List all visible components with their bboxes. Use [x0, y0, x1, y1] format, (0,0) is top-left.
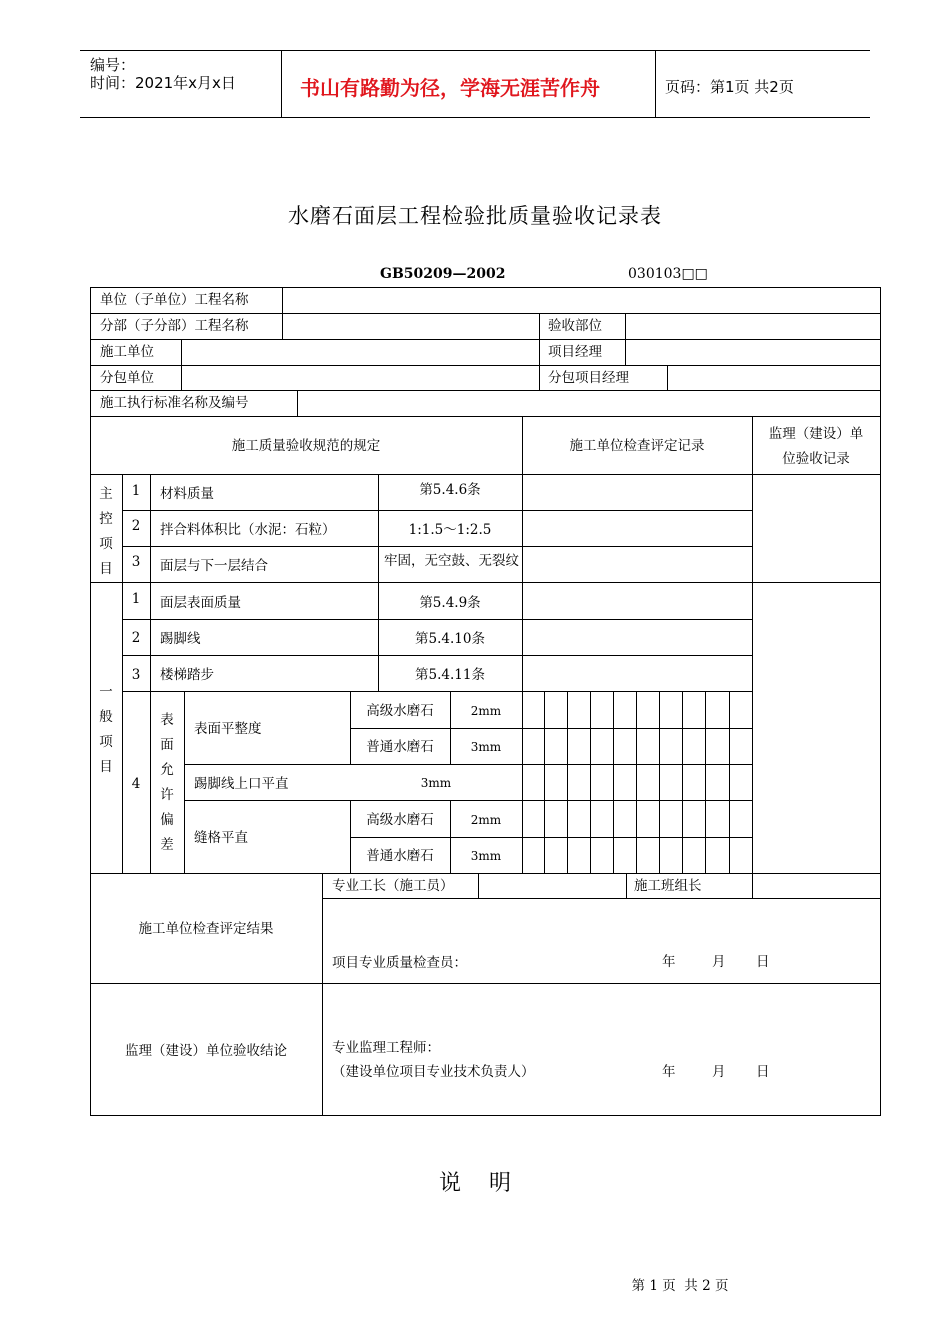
form-code: 030103□□ [628, 266, 708, 282]
explanation-title: 说 明 [439, 1171, 511, 1196]
general-item-req: 第5.4.11条 [415, 667, 485, 683]
owner-rep-label: （建设单位项目专业技术负责人） [332, 1064, 535, 1080]
value-3mm: 3mm [420, 776, 452, 790]
header-motto: 书山有路勤为径，学海无涯苦作舟 [300, 76, 600, 100]
header-number-label: 编号： [90, 56, 136, 74]
general-item-name: 楼梯踏步 [160, 667, 214, 683]
tolerance-item-no: 4 [131, 776, 141, 792]
unit-project-name-label: 单位（子单位）工程名称 [100, 292, 249, 308]
flatness-label: 表面平整度 [194, 721, 262, 737]
construction-record-header: 施工单位检查评定记录 [569, 438, 705, 454]
grade-high: 高级水磨石 [366, 703, 434, 719]
standard-code: GB50209—2002 [380, 266, 506, 282]
general-item-req: 第5.4.10条 [415, 631, 485, 647]
header-divider-1 [281, 50, 282, 118]
header-top-line [80, 50, 870, 51]
main-item-req: 牢固，无空鼓、无裂纹 [384, 553, 519, 569]
general-item-req: 第5.4.9条 [419, 595, 481, 611]
standard-name-label: 施工执行标准名称及编号 [100, 395, 249, 411]
tolerance-label: 表面允许偏差 [160, 712, 174, 853]
general-items-label: 一般项目 [99, 684, 113, 775]
sub-project-name-label: 分部（子分部）工程名称 [100, 318, 249, 334]
page-title: 水磨石面层工程检验批质量验收记录表 [288, 204, 662, 228]
date-day: 日 [756, 954, 770, 970]
supervising-engineer-label: 专业监理工程师： [332, 1040, 440, 1056]
date-year: 年 [662, 954, 676, 970]
general-item-no: 2 [131, 630, 141, 646]
supervision-record-header-2: 位验收记录 [782, 451, 850, 467]
general-item-name: 面层表面质量 [160, 595, 241, 611]
date-month: 月 [712, 954, 726, 970]
main-items-label: 主控项目 [99, 486, 113, 577]
header-bottom-line [80, 117, 870, 118]
main-item-name: 面层与下一层结合 [160, 558, 268, 574]
foreman-label: 专业工长（施工员） [332, 878, 454, 894]
skirting-top-label: 踢脚线上口平直 [194, 776, 289, 792]
value-2mm: 2mm [470, 813, 502, 827]
main-item-no: 1 [131, 483, 141, 499]
header-page-info: 页码：第1页 共2页 [665, 78, 794, 96]
date-day: 日 [756, 1064, 770, 1080]
main-item-req: 1:1.5～1:2.5 [408, 522, 492, 538]
value-3mm: 3mm [470, 740, 502, 754]
supervision-conclusion-label: 监理（建设）单位验收结论 [125, 1043, 287, 1059]
general-item-no: 3 [131, 667, 141, 683]
construction-unit-label: 施工单位 [100, 344, 154, 360]
quality-inspector-label: 项目专业质量检查员： [332, 955, 467, 971]
general-item-no: 1 [131, 591, 141, 607]
main-item-name: 材料质量 [160, 486, 214, 502]
spec-header: 施工质量验收规范的规定 [231, 438, 381, 454]
joint-straight-label: 缝格平直 [194, 830, 248, 846]
header-divider-2 [655, 50, 656, 118]
main-item-name: 拌合料体积比（水泥：石粒） [160, 522, 336, 538]
date-month: 月 [712, 1064, 726, 1080]
value-3mm: 3mm [470, 849, 502, 863]
date-year: 年 [662, 1064, 676, 1080]
inspection-part-label: 验收部位 [548, 318, 602, 334]
main-item-no: 2 [131, 518, 141, 534]
grade-normal: 普通水磨石 [366, 739, 434, 755]
subcontract-manager-label: 分包项目经理 [548, 370, 629, 386]
project-manager-label: 项目经理 [548, 344, 602, 360]
team-leader-label: 施工班组长 [634, 878, 702, 894]
subcontractor-label: 分包单位 [100, 370, 154, 386]
construction-result-label: 施工单位检查评定结果 [138, 921, 274, 937]
header-time-label: 时间：2021年x月x日 [90, 74, 236, 92]
value-2mm: 2mm [470, 704, 502, 718]
main-item-req: 第5.4.6条 [419, 482, 481, 498]
grade-high: 高级水磨石 [366, 812, 434, 828]
general-item-name: 踢脚线 [160, 631, 201, 647]
supervision-record-header-1: 监理（建设）单 [768, 426, 864, 442]
grade-normal: 普通水磨石 [366, 848, 434, 864]
page-footer: 第 1 页 共 2 页 [631, 1278, 729, 1294]
main-item-no: 3 [131, 554, 141, 570]
